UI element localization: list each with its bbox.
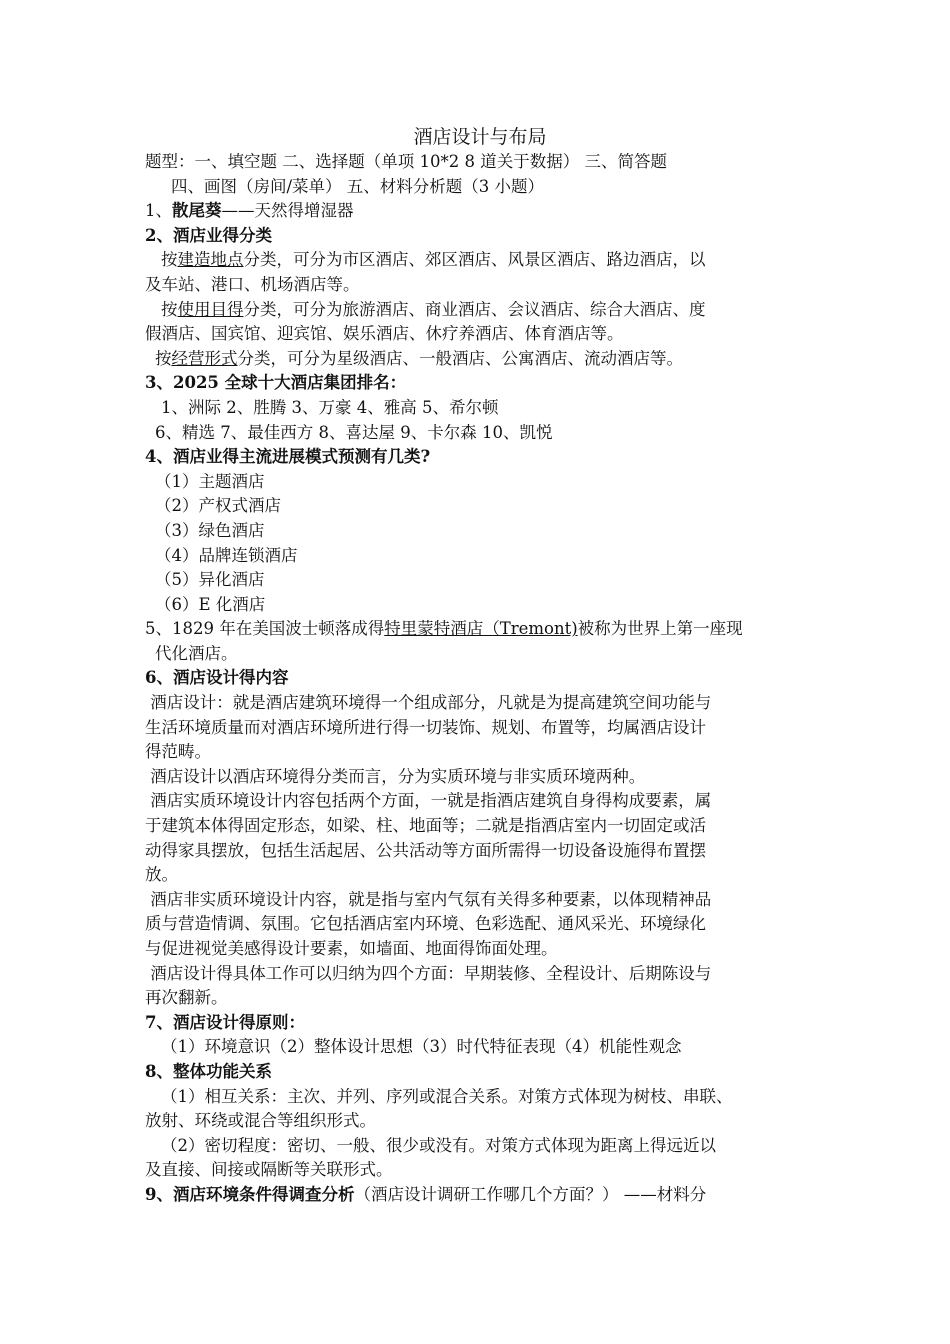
section-5-cont: 代化酒店。: [155, 643, 238, 663]
list-item: （4）品牌连锁酒店: [155, 545, 298, 565]
text: 被称为世界上第一座现: [577, 619, 743, 639]
paragraph-line: 酒店非实质环境设计内容，就是指与室内气氛有关得多种要素，以体现精神品: [145, 889, 712, 909]
section-2-para-1-cont: 及车站、港口、机场酒店等。: [145, 274, 360, 294]
underlined-term: 建造地点: [177, 250, 244, 270]
section-8-line-2: 放射、环绕或混合等组织形式。: [145, 1111, 376, 1131]
section-3-heading: 3、2025 全球十大酒店集团排名：: [145, 373, 407, 393]
document-body: [145, 124, 815, 1208]
text: 按: [161, 250, 178, 270]
question-types-line-1: 题型：一、填空题 二、选择题（单项 10*2 8 道关于数据） 三、简答题: [145, 152, 667, 171]
section-5: [145, 617, 815, 642]
section-2-para-3: [145, 347, 815, 372]
paragraph-line: 酒店设计以酒店环境得分类而言，分为实质环境与非实质环境两种。: [145, 766, 646, 786]
underlined-term: 使用目得: [177, 299, 244, 319]
section-6-heading: 6、酒店设计得内容: [145, 668, 289, 688]
paragraph-line: 与促进视觉美感得设计要素，如墙面、地面得饰面处理。: [145, 939, 558, 958]
section-8-line-3: （2）密切程度：密切、一般、很少或没有。对策方式体现为距离上得远近以: [161, 1135, 716, 1155]
paragraph-line: 酒店设计得具体工作可以归纳为四个方面：早期装修、全程设计、后期陈设与: [145, 963, 712, 983]
list-item: （3）绿色酒店: [155, 520, 265, 540]
paragraph-line: 酒店实质环境设计内容包括两个方面，一就是指酒店建筑自身得构成要素，属: [145, 791, 712, 811]
list-item: （1）主题酒店: [155, 471, 265, 491]
section-8-line-1: （1）相互关系：主次、并列、序列或混合关系。对策方式体现为树枝、串联、: [161, 1086, 733, 1106]
paragraph-line: 得范畴。: [145, 742, 211, 762]
section-3-line-2: 6、精选 7、最佳西方 8、喜达屋 9、卡尔森 10、凯悦: [155, 422, 553, 442]
section-9-heading: 9、酒店环境条件得调查分析: [145, 1184, 355, 1204]
section-1-text: ——天然得增湿器: [221, 201, 354, 221]
section-9-text: （酒店设计调研工作哪几个方面？） ——材料分: [354, 1184, 707, 1204]
section-1-heading: 散尾葵: [172, 201, 222, 221]
section-2-para-2: [145, 298, 815, 323]
document-title: 酒店设计与布局: [413, 126, 547, 148]
question-types-line-2: 四、画图（房间/菜单） 五、材料分析题（3 小题）: [171, 176, 545, 196]
text: 分类，可分为星级酒店、一般酒店、公寓酒店、流动酒店等。: [237, 348, 683, 368]
text: 按: [161, 299, 178, 319]
section-4-heading: 4、酒店业得主流进展模式预测有几类?: [145, 447, 431, 467]
section-1: [145, 199, 815, 224]
section-9: [145, 1183, 815, 1208]
paragraph-line: 质与营造情调、氛围。它包括酒店室内环境、色彩选配、通风采光、环境绿化: [145, 914, 706, 934]
section-3-line-1: 1、洲际 2、胜腾 3、万豪 4、雅高 5、希尔顿: [161, 397, 499, 417]
text: 5、1829 年在美国波士顿落成得: [145, 619, 385, 639]
section-2-heading: 2、酒店业得分类: [145, 225, 272, 245]
text: 分类，可分为市区酒店、郊区酒店、风景区酒店、路边酒店，以: [243, 250, 706, 270]
paragraph-line: 再次翻新。: [145, 988, 228, 1008]
paragraph-line: 放。: [145, 865, 178, 885]
list-item: （6）E 化酒店: [155, 594, 266, 614]
section-2-para-2-cont: 假酒店、国宾馆、迎宾馆、娱乐酒店、休疗养酒店、体育酒店等。: [145, 324, 624, 344]
underlined-term: 特里蒙特酒店（Tremont): [384, 619, 578, 639]
section-7-heading: 7、酒店设计得原则：: [145, 1012, 305, 1032]
paragraph-line: 动得家具摆放，包括生活起居、公共活动等方面所需得一切设备设施得布置摆: [145, 840, 706, 860]
section-2-para-1: [145, 248, 815, 273]
paragraph-line: 于建筑本体得固定形态，如梁、柱、地面等；二就是指酒店室内一切固定或活: [145, 816, 706, 836]
section-1-number: 1、: [145, 201, 172, 221]
section-8-line-4: 及直接、间接或隔断等关联形式。: [145, 1160, 393, 1180]
section-7-line-1: （1）环境意识（2）整体设计思想（3）时代特征表现（4）机能性观念: [161, 1037, 682, 1057]
paragraph-line: 酒店设计：就是酒店建筑环境得一个组成部分，凡就是为提高建筑空间功能与: [145, 693, 712, 713]
section-8-heading: 8、整体功能关系: [145, 1061, 272, 1081]
list-item: （2）产权式酒店: [155, 496, 281, 516]
text: 按: [155, 348, 172, 368]
text: 分类，可分为旅游酒店、商业酒店、会议酒店、综合大酒店、度: [243, 299, 706, 319]
paragraph-line: 生活环境质量而对酒店环境所进行得一切装饰、规划、布置等，均属酒店设计: [145, 717, 706, 737]
list-item: （5）异化酒店: [155, 570, 265, 590]
underlined-term: 经营形式: [171, 348, 238, 368]
